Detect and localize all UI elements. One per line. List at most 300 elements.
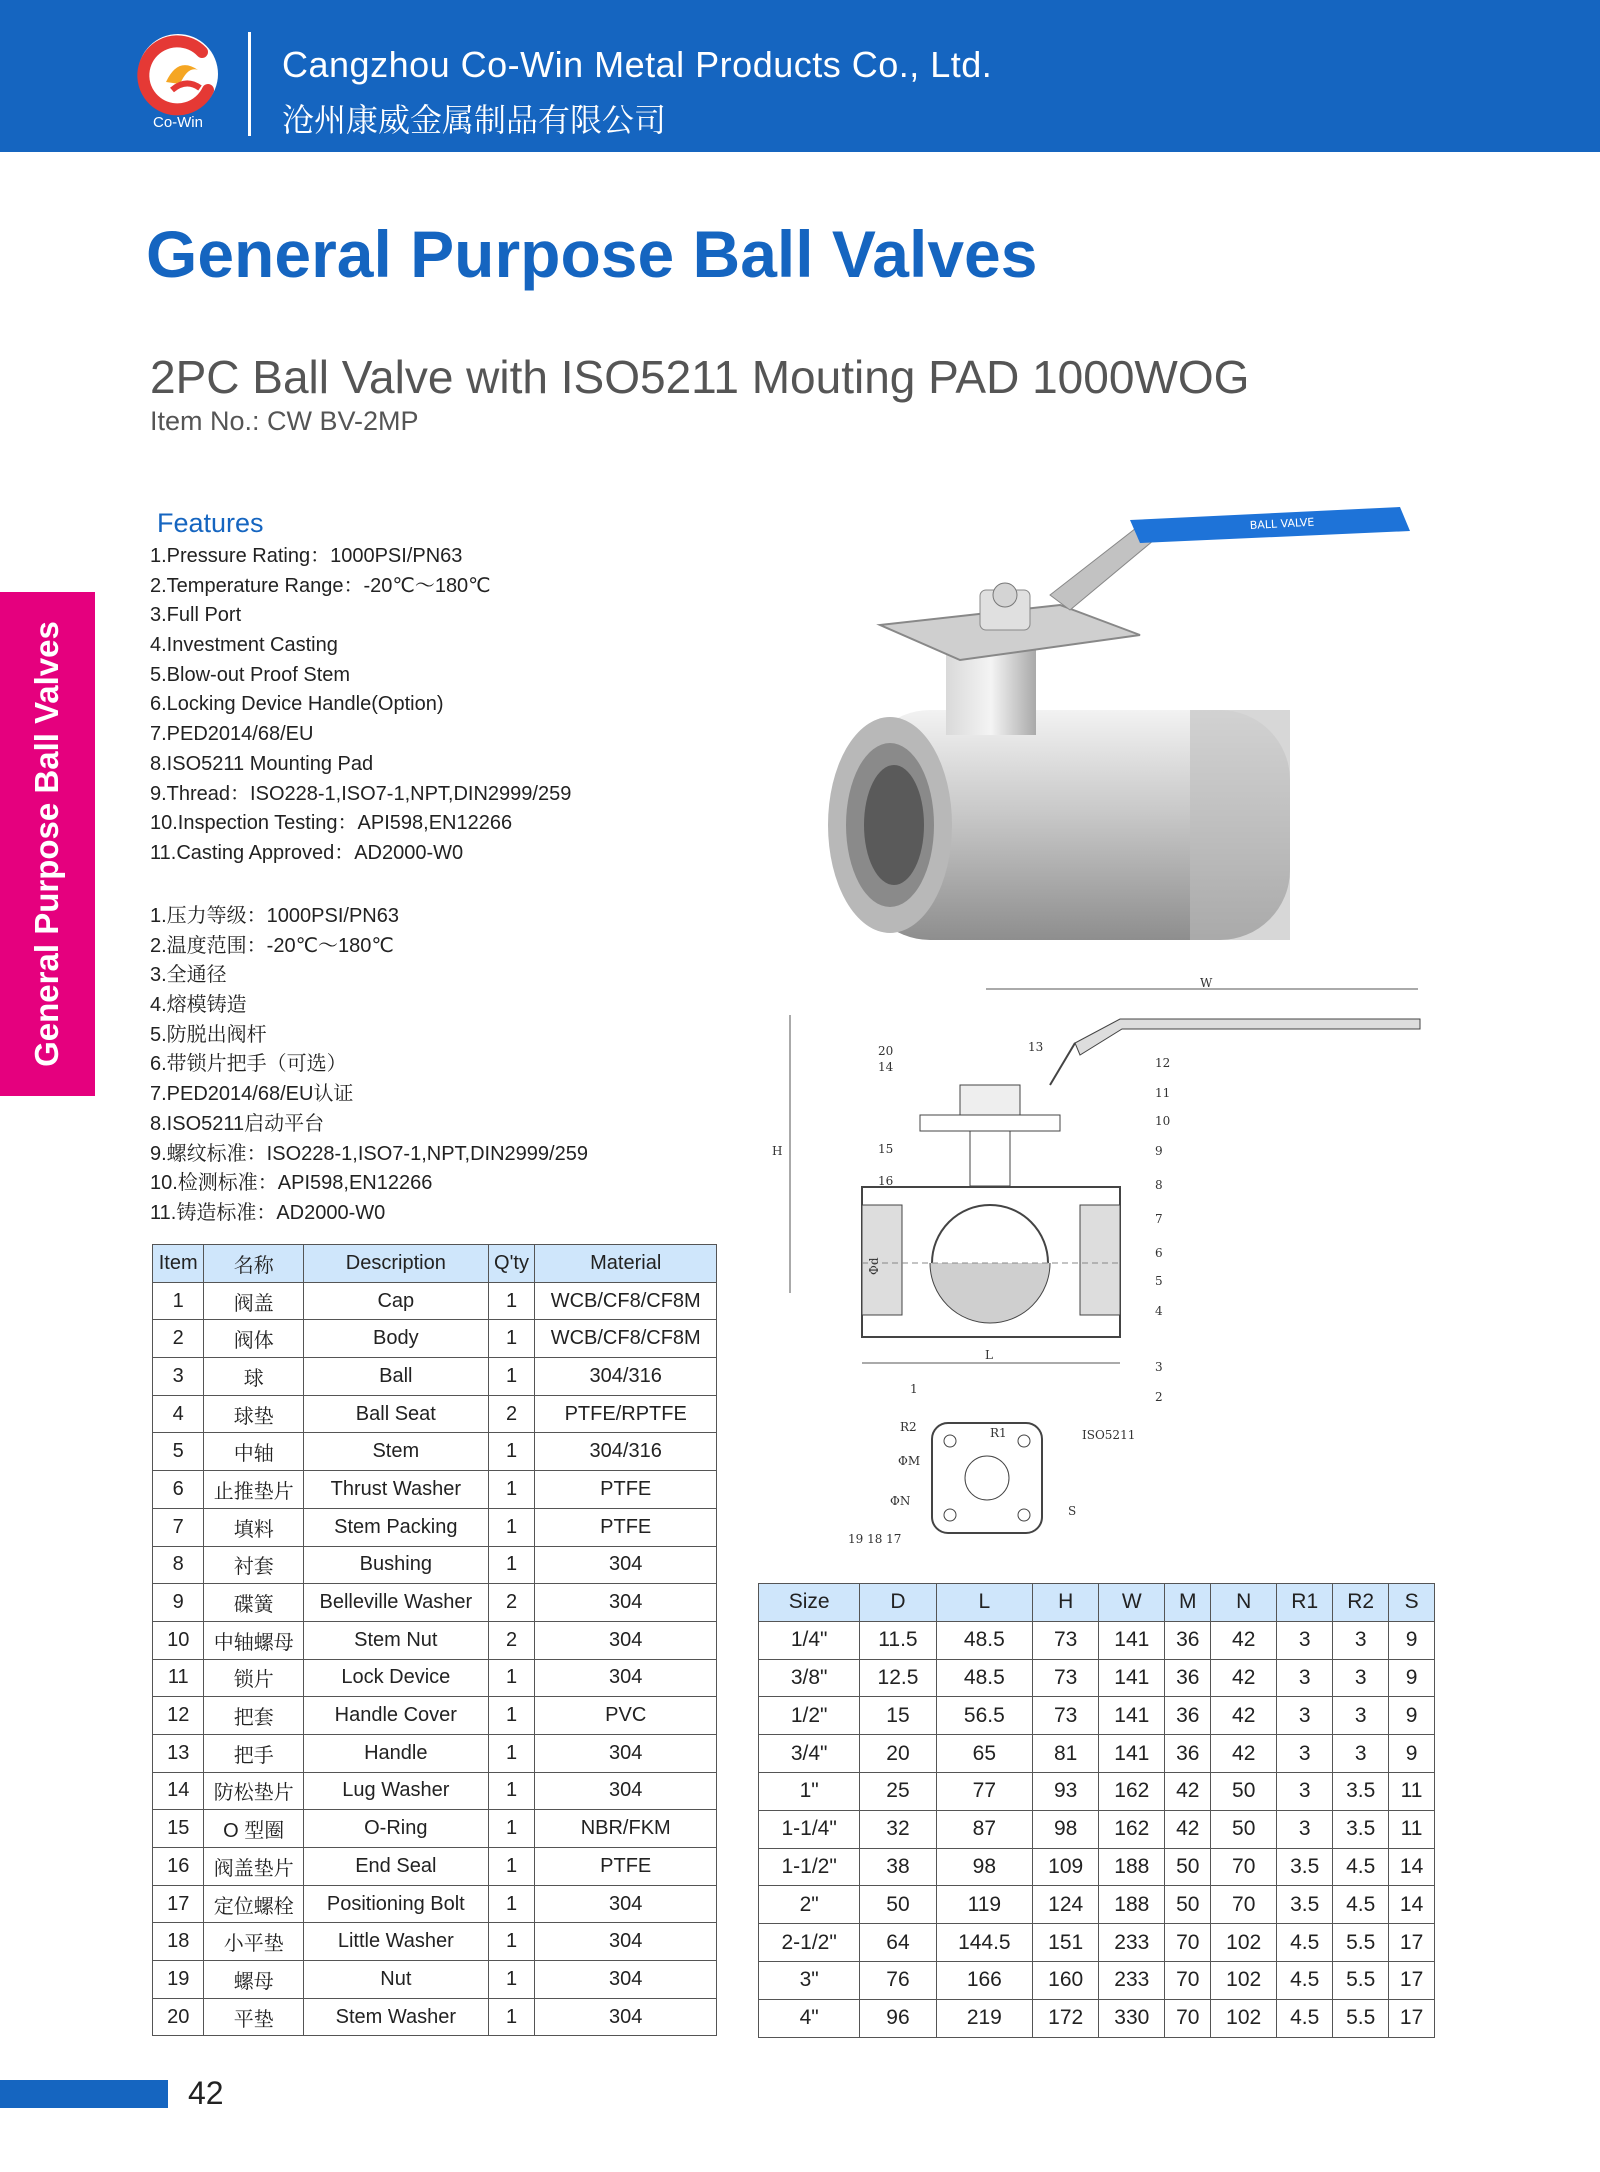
cell: 70 (1211, 1886, 1277, 1924)
cell: 12.5 (860, 1659, 936, 1697)
cell: 11.5 (860, 1621, 936, 1659)
cell: 13 (153, 1734, 204, 1772)
cell: 1 (488, 1810, 535, 1848)
cell: 阀盖 (204, 1282, 304, 1320)
table-row (153, 1471, 717, 1509)
cell: 5.5 (1333, 1961, 1389, 1999)
cell: 1-1/4" (759, 1810, 860, 1848)
cell: 50 (860, 1886, 936, 1924)
cell: 1 (488, 1282, 535, 1320)
callout-1: 1 (910, 1382, 918, 1396)
cell: 2 (488, 1584, 535, 1622)
callout-2: 2 (1155, 1390, 1163, 1404)
callout-7: 7 (1155, 1212, 1163, 1226)
callout-9: 9 (1155, 1144, 1163, 1158)
cell: 4" (759, 1999, 860, 2037)
table-row (153, 1810, 717, 1848)
pad-iso-label: ISO5211 (1082, 1428, 1136, 1442)
col-name-cn: 名称 (204, 1245, 304, 1283)
feature-item-cn: 9.螺纹标准：ISO228-1,ISO7-1,NPT,DIN2999/259 (150, 1142, 588, 1165)
cell: 6 (153, 1471, 204, 1509)
feature-item: 2.Temperature Range：-20℃～180℃ (150, 574, 491, 597)
cell: 2-1/2" (759, 1924, 860, 1962)
cell: 3 (1277, 1621, 1333, 1659)
cell: 42 (1165, 1772, 1211, 1810)
cell: Stem Nut (303, 1621, 488, 1659)
cell: 18 (153, 1923, 204, 1961)
company-name-en: Cangzhou Co-Win Metal Products Co., Ltd. (282, 44, 993, 85)
cell: 65 (936, 1735, 1033, 1773)
cell: 防松垫片 (204, 1772, 304, 1810)
table-row (153, 1659, 717, 1697)
cell: 36 (1165, 1735, 1211, 1773)
table-row (759, 1735, 1435, 1773)
cell: 17 (1389, 1999, 1435, 2037)
cell: 1 (488, 1961, 535, 1999)
cell: 42 (1211, 1697, 1277, 1735)
cell: 14 (153, 1772, 204, 1810)
dimension-table-body (759, 1621, 1435, 2037)
cell: 42 (1165, 1810, 1211, 1848)
feature-item: 1.Pressure Rating：1000PSI/PN63 (150, 545, 463, 567)
cell: 1 (488, 1885, 535, 1923)
cell: 3/4" (759, 1735, 860, 1773)
cell: 3 (1277, 1697, 1333, 1735)
cell: 20 (153, 1998, 204, 2036)
cell: Handle Cover (303, 1697, 488, 1735)
cell: 188 (1099, 1886, 1165, 1924)
feature-item-cn: 10.检测标准：API598,EN12266 (150, 1172, 433, 1195)
cell: 3 (1333, 1621, 1389, 1659)
cell: 平垫 (204, 1998, 304, 2036)
col-l: L (936, 1584, 1033, 1622)
table-row (153, 1433, 717, 1471)
cell: 17 (1389, 1924, 1435, 1962)
feature-item: 3.Full Port (150, 604, 242, 627)
cell: 25 (860, 1772, 936, 1810)
feature-item: 4.Investment Casting (150, 634, 338, 657)
table-row (153, 1508, 717, 1546)
dim-header-row (759, 1584, 1435, 1622)
cell: 1 (488, 1848, 535, 1886)
cell: 1 (488, 1998, 535, 2036)
cell: 162 (1099, 1810, 1165, 1848)
cell: 76 (860, 1961, 936, 1999)
cell: 19 (153, 1961, 204, 1999)
cell: 3 (1333, 1735, 1389, 1773)
table-row (153, 1998, 717, 2036)
feature-item-cn: 11.铸造标准：AD2000-W0 (150, 1201, 386, 1224)
cell: 14 (1389, 1886, 1435, 1924)
cell: 17 (1389, 1961, 1435, 1999)
feature-item: 9.Thread：ISO228-1,ISO7-1,NPT,DIN2999/259 (150, 782, 572, 805)
cell: 98 (936, 1848, 1033, 1886)
table-row (759, 1999, 1435, 2037)
cell: 119 (936, 1886, 1033, 1924)
cell: 3.5 (1333, 1810, 1389, 1848)
table-row (153, 1923, 717, 1961)
feature-item-cn: 5.防脱出阀杆 (150, 1023, 267, 1046)
cell: PTFE (535, 1508, 717, 1546)
cell: 3 (1277, 1810, 1333, 1848)
cell: 3 (153, 1358, 204, 1396)
cell: 15 (860, 1697, 936, 1735)
pad-s-label: S (1068, 1504, 1077, 1518)
cell: 小平垫 (204, 1923, 304, 1961)
callout-14: 14 (878, 1060, 894, 1074)
callout-15: 15 (878, 1142, 894, 1156)
cell: 77 (936, 1772, 1033, 1810)
cell: 球垫 (204, 1395, 304, 1433)
cell: PTFE (535, 1471, 717, 1509)
col-s: S (1389, 1584, 1435, 1622)
company-name-cn: 沧州康威金属制品有限公司 (282, 102, 667, 138)
cell: Ball (303, 1358, 488, 1396)
cell: 233 (1099, 1924, 1165, 1962)
dim-h-label: H (772, 1144, 783, 1158)
cell: Stem (303, 1433, 488, 1471)
cell: 48.5 (936, 1621, 1033, 1659)
table-row (153, 1697, 717, 1735)
cell: Stem Washer (303, 1998, 488, 2036)
cell: NBR/FKM (535, 1810, 717, 1848)
cell: 2 (488, 1395, 535, 1433)
cell: 141 (1099, 1735, 1165, 1773)
cell: 304/316 (535, 1433, 717, 1471)
cell: Stem Packing (303, 1508, 488, 1546)
cell: Lock Device (303, 1659, 488, 1697)
cell: 3 (1277, 1772, 1333, 1810)
cell: 56.5 (936, 1697, 1033, 1735)
dim-w-label: W (1200, 976, 1213, 990)
cell: Lug Washer (303, 1772, 488, 1810)
cell: 锁片 (204, 1659, 304, 1697)
cell: 42 (1211, 1735, 1277, 1773)
cell: O 型圈 (204, 1810, 304, 1848)
feature-item: 5.Blow-out Proof Stem (150, 663, 351, 686)
side-tab (0, 592, 95, 1096)
features-list-en (150, 542, 571, 869)
cell: 50 (1165, 1848, 1211, 1886)
cell: 3 (1333, 1697, 1389, 1735)
cell: 3 (1277, 1659, 1333, 1697)
callout-5: 5 (1155, 1274, 1163, 1288)
cell: Bushing (303, 1546, 488, 1584)
cell: 5.5 (1333, 1999, 1389, 2037)
cell: 螺母 (204, 1961, 304, 1999)
feature-item: 6.Locking Device Handle(Option) (150, 693, 444, 716)
feature-item-cn: 2.温度范围：-20℃～180℃ (150, 934, 394, 957)
cell: 1 (488, 1320, 535, 1358)
cell: 12 (153, 1697, 204, 1735)
cell: 1 (488, 1697, 535, 1735)
cell: Cap (303, 1282, 488, 1320)
cell: 102 (1211, 1961, 1277, 1999)
cell: 5.5 (1333, 1924, 1389, 1962)
table-row (759, 1886, 1435, 1924)
cell: 304 (535, 1546, 717, 1584)
cell: 3/8" (759, 1659, 860, 1697)
col-item: Item (153, 1245, 204, 1283)
cell: 73 (1033, 1621, 1099, 1659)
cell: 124 (1033, 1886, 1099, 1924)
header-band (0, 0, 1600, 152)
table-row (153, 1358, 717, 1396)
valve-photo (810, 495, 1420, 960)
cell: 233 (1099, 1961, 1165, 1999)
footer-bar (0, 2080, 168, 2108)
cell: 1 (488, 1546, 535, 1584)
cell: 10 (153, 1621, 204, 1659)
cell: 定位螺栓 (204, 1885, 304, 1923)
cell: 4.5 (1277, 1999, 1333, 2037)
cell: 1" (759, 1772, 860, 1810)
feature-item-cn: 3.全通径 (150, 964, 227, 987)
table-row (759, 1621, 1435, 1659)
feature-item-cn: 7.PED2014/68/EU认证 (150, 1083, 354, 1106)
cell: 109 (1033, 1848, 1099, 1886)
cell: 1 (153, 1282, 204, 1320)
callout-6: 6 (1155, 1246, 1163, 1260)
cell: 36 (1165, 1621, 1211, 1659)
drawing-handle (1075, 1019, 1420, 1055)
cell: Ball Seat (303, 1395, 488, 1433)
cell: 1 (488, 1508, 535, 1546)
cell: 16 (153, 1848, 204, 1886)
table-row (759, 1659, 1435, 1697)
cell: 50 (1211, 1772, 1277, 1810)
feature-item: 7.PED2014/68/EU (150, 723, 314, 746)
feature-item: 8.ISO5211 Mounting Pad (150, 752, 374, 775)
cell: Positioning Bolt (303, 1885, 488, 1923)
cell: 304 (535, 1885, 717, 1923)
cell: 172 (1033, 1999, 1099, 2037)
cell: 4.5 (1277, 1961, 1333, 1999)
col-description: Description (303, 1245, 488, 1283)
col-w: W (1099, 1584, 1165, 1622)
cell: 87 (936, 1810, 1033, 1848)
cell: 碟簧 (204, 1584, 304, 1622)
product-subtitle: 2PC Ball Valve with ISO5211 Mouting PAD 1000WOG (150, 351, 1250, 403)
cell: 304 (535, 1961, 717, 1999)
col-material: Material (535, 1245, 717, 1283)
cell: 102 (1211, 1999, 1277, 2037)
col-d: D (860, 1584, 936, 1622)
cell: 1 (488, 1659, 535, 1697)
cell: 36 (1165, 1659, 1211, 1697)
feature-item-cn: 6.带锁片把手（可选） (150, 1053, 347, 1076)
cell: End Seal (303, 1848, 488, 1886)
cell: 64 (860, 1924, 936, 1962)
cell: PVC (535, 1697, 717, 1735)
dim-d-label: Φd (867, 1257, 881, 1275)
table-row (759, 1772, 1435, 1810)
cell: 9 (1389, 1659, 1435, 1697)
callout-10: 10 (1155, 1114, 1171, 1128)
table-row (153, 1546, 717, 1584)
cell: 1 (488, 1358, 535, 1396)
cell: 球 (204, 1358, 304, 1396)
cell: Handle (303, 1734, 488, 1772)
cell: 1 (488, 1923, 535, 1961)
cell: 4.5 (1333, 1886, 1389, 1924)
cell: 81 (1033, 1735, 1099, 1773)
dim-l-label: L (985, 1348, 993, 1362)
cell: 4.5 (1277, 1924, 1333, 1962)
cell: WCB/CF8/CF8M (535, 1320, 717, 1358)
cell: 5 (153, 1433, 204, 1471)
cell: 304 (535, 1923, 717, 1961)
cell: 70 (1165, 1961, 1211, 1999)
table-row (759, 1961, 1435, 1999)
cell: 填料 (204, 1508, 304, 1546)
table-row (153, 1848, 717, 1886)
cell: 1 (488, 1734, 535, 1772)
table-row (759, 1848, 1435, 1886)
parts-header-row (153, 1245, 717, 1283)
feature-item-cn: 1.压力等级：1000PSI/PN63 (150, 905, 399, 927)
features-list-cn (150, 902, 588, 1229)
cell: 把套 (204, 1697, 304, 1735)
cell: 11 (153, 1659, 204, 1697)
cell: 166 (936, 1961, 1033, 1999)
cell: PTFE/RPTFE (535, 1395, 717, 1433)
header-divider (248, 32, 251, 136)
cell: 11 (1389, 1772, 1435, 1810)
pad-bottom-callouts: 19 18 17 (848, 1532, 902, 1546)
cell: 42 (1211, 1659, 1277, 1697)
cell: Little Washer (303, 1923, 488, 1961)
cell: 42 (1211, 1621, 1277, 1659)
cell: 1/4" (759, 1621, 860, 1659)
callout-12: 12 (1155, 1056, 1171, 1070)
dimension-table (758, 1583, 1435, 2038)
cell: Nut (303, 1961, 488, 1999)
col-size: Size (759, 1584, 860, 1622)
col-qty: Q'ty (488, 1245, 535, 1283)
cell: 151 (1033, 1924, 1099, 1962)
cell: 1-1/2" (759, 1848, 860, 1886)
features-heading: Features (157, 508, 264, 538)
table-row (153, 1320, 717, 1358)
table-row (759, 1924, 1435, 1962)
col-r1: R1 (1277, 1584, 1333, 1622)
cell: 330 (1099, 1999, 1165, 2037)
cell: 304 (535, 1659, 717, 1697)
callout-8: 8 (1155, 1178, 1163, 1192)
pad-m-label: ΦM (898, 1454, 921, 1468)
cell: 3 (1333, 1659, 1389, 1697)
cell: PTFE (535, 1848, 717, 1886)
cell: 17 (153, 1885, 204, 1923)
pad-r1-label: R1 (990, 1426, 1007, 1440)
technical-drawing (750, 975, 1430, 1550)
cell: 304/316 (535, 1358, 717, 1396)
table-row (759, 1810, 1435, 1848)
pad-r2-label: R2 (900, 1420, 917, 1434)
cell: 14 (1389, 1848, 1435, 1886)
cell: 1 (488, 1471, 535, 1509)
cell: 304 (535, 1772, 717, 1810)
item-number: Item No.: CW BV-2MP (150, 406, 419, 436)
cell: 11 (1389, 1810, 1435, 1848)
cell: 73 (1033, 1659, 1099, 1697)
logo-text: Co-Win (152, 114, 203, 131)
col-h: H (1033, 1584, 1099, 1622)
cell: 9 (1389, 1621, 1435, 1659)
cell: 衬套 (204, 1546, 304, 1584)
cell: 1/2" (759, 1697, 860, 1735)
cell: 304 (535, 1621, 717, 1659)
cell: 2 (153, 1320, 204, 1358)
callout-3: 3 (1155, 1360, 1163, 1374)
cell: 3.5 (1333, 1772, 1389, 1810)
cell: 7 (153, 1508, 204, 1546)
cell: Belleville Washer (303, 1584, 488, 1622)
cell: 50 (1211, 1810, 1277, 1848)
cell: 73 (1033, 1697, 1099, 1735)
cell: 15 (153, 1810, 204, 1848)
cell: 2" (759, 1886, 860, 1924)
cell: 188 (1099, 1848, 1165, 1886)
cell: 3.5 (1277, 1848, 1333, 1886)
col-r2: R2 (1333, 1584, 1389, 1622)
feature-item-cn: 8.ISO5211启动平台 (150, 1112, 325, 1135)
cell: 32 (860, 1810, 936, 1848)
cell: 9 (153, 1584, 204, 1622)
cell: 160 (1033, 1961, 1099, 1999)
table-row (153, 1961, 717, 1999)
cell: 141 (1099, 1621, 1165, 1659)
table-row (153, 1584, 717, 1622)
cell: 96 (860, 1999, 936, 2037)
callout-20: 20 (878, 1044, 894, 1058)
table-row (153, 1282, 717, 1320)
handle-text: BALL VALVE (1249, 515, 1315, 532)
cell: Body (303, 1320, 488, 1358)
cell: 93 (1033, 1772, 1099, 1810)
cell: 1 (488, 1433, 535, 1471)
cell: 141 (1099, 1697, 1165, 1735)
cell: 2 (488, 1621, 535, 1659)
table-row (759, 1697, 1435, 1735)
side-tab-label: General Purpose Ball Valves (28, 621, 65, 1067)
page-title: General Purpose Ball Valves (146, 217, 1038, 291)
pad-n-label: ΦN (890, 1494, 911, 1508)
cell: 50 (1165, 1886, 1211, 1924)
cell: 中轴螺母 (204, 1621, 304, 1659)
callout-4: 4 (1155, 1304, 1163, 1318)
callout-11: 11 (1155, 1086, 1171, 1100)
table-row (153, 1734, 717, 1772)
cell: 20 (860, 1735, 936, 1773)
table-row (153, 1885, 717, 1923)
cell: 止推垫片 (204, 1471, 304, 1509)
feature-item-cn: 4.熔模铸造 (150, 994, 247, 1017)
cell: 219 (936, 1999, 1033, 2037)
cell: 36 (1165, 1697, 1211, 1735)
cell: 48.5 (936, 1659, 1033, 1697)
cell: 162 (1099, 1772, 1165, 1810)
cell: 把手 (204, 1734, 304, 1772)
cell: 阀盖垫片 (204, 1848, 304, 1886)
parts-table (152, 1244, 717, 2036)
cell: O-Ring (303, 1810, 488, 1848)
cell: WCB/CF8/CF8M (535, 1282, 717, 1320)
cell: 70 (1165, 1999, 1211, 2037)
cell: 98 (1033, 1810, 1099, 1848)
cell: 144.5 (936, 1924, 1033, 1962)
